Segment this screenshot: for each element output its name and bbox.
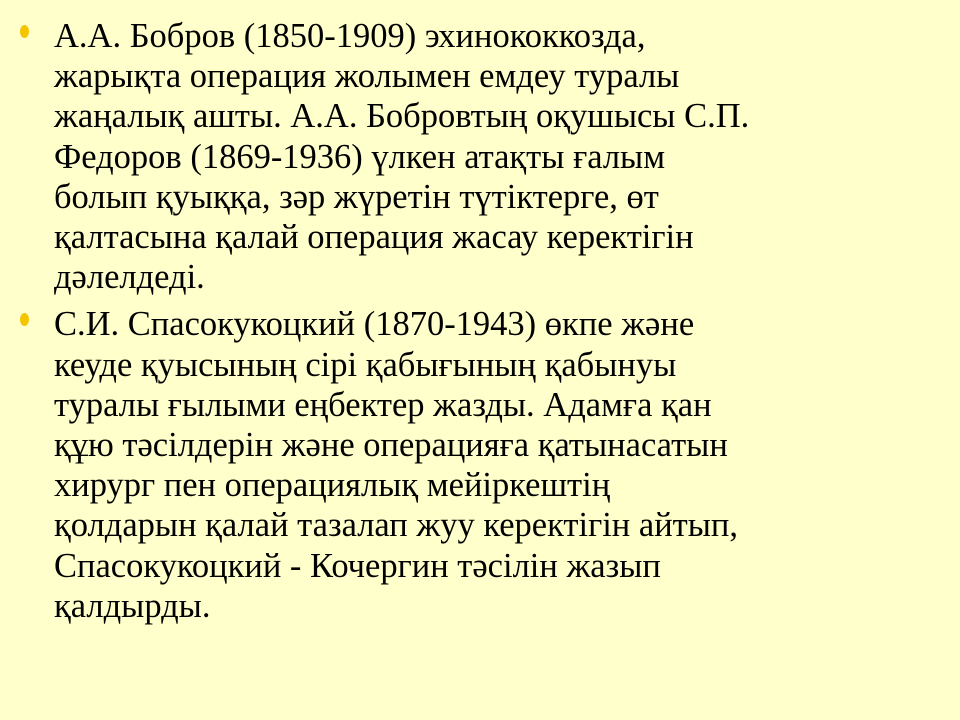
bullet-item-spasokukotsky <box>20 304 950 626</box>
bullet-dot-icon <box>20 313 29 326</box>
bullet-item-bobrov-fedorov <box>20 16 950 297</box>
bullet-dot-icon <box>20 25 29 38</box>
bullet-text: С.И. Спасокукоцкий (1870-1943) өкпе және кеуде қуысының сірі қабығының қабынуы туралы ғылыми еңбектер жазды. Адамға қан құю тәсілдерін және операцияға қатынасатын хирург пен операциялық мейіркештің қолдарын қалай тазалап жуу керектігін айтып, Спасокукоцкий - Кочергин тәсілін жазып қалдырды. <box>54 305 739 625</box>
bullet-list <box>20 16 950 633</box>
bullet-text: А.А. Бобров (1850-1909) эхинококкозда, жарықта операция жолымен емдеу туралы жаңалық ашты. А.А. Бобровтың оқушысы С.П. Федоров (1869-1936) үлкен атақты ғалым болып қуыққа, зәр жүретін түтіктерге, өт қалтасына қалай операция жасау керектігін дәлелдеді. <box>54 17 750 297</box>
